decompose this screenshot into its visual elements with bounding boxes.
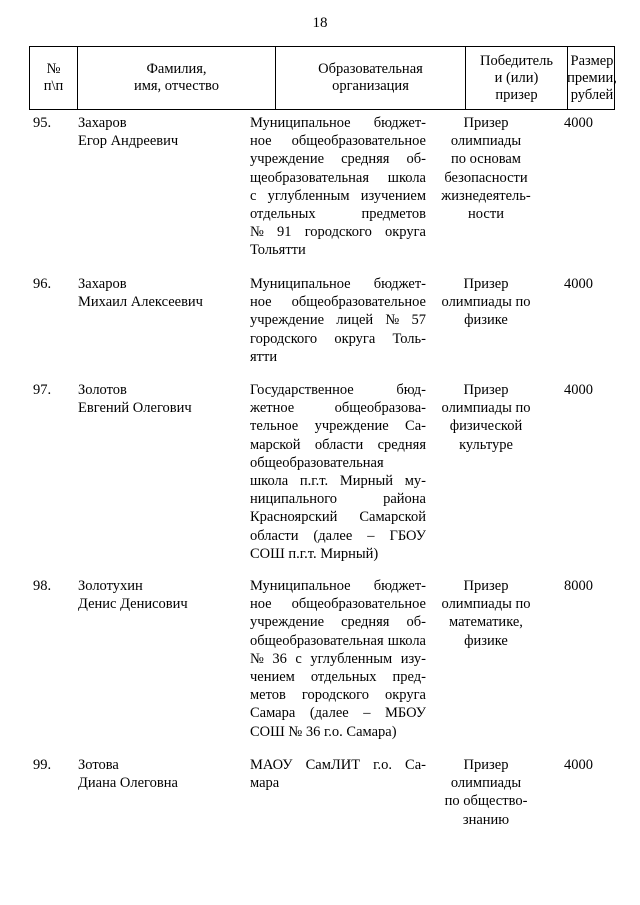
prize-line: по общество- xyxy=(444,793,528,810)
organization-line: марской области средняя xyxy=(250,436,426,453)
organization-line: отдельных предметов xyxy=(250,206,426,223)
organization-line: Красноярский Самарской xyxy=(250,509,426,526)
prize-amount: 4000 xyxy=(564,757,593,773)
organization-line: метов городского округа xyxy=(250,687,426,704)
row-number: 99. xyxy=(33,757,52,773)
header-org-line: организация xyxy=(332,78,409,94)
header-amount xyxy=(568,47,616,109)
prize-status xyxy=(432,381,540,454)
organization xyxy=(250,275,426,366)
header-amount-line: Размер xyxy=(570,52,614,69)
organization xyxy=(250,756,426,792)
organization-line: ное общеобразовательное xyxy=(250,596,426,613)
person-name xyxy=(78,381,248,417)
prize-amount: 4000 xyxy=(564,115,593,131)
header-name xyxy=(78,47,276,109)
prize-line: олимпиады по xyxy=(441,400,531,417)
person-name-line: Захаров xyxy=(78,115,127,131)
header-prize-line: и (или) xyxy=(494,69,539,86)
header-name-line: Фамилия, xyxy=(146,61,207,77)
organization xyxy=(250,577,426,741)
prize-line: знанию xyxy=(462,811,510,828)
header-amount-line: рублей xyxy=(570,86,614,103)
organization-line: МАОУ СамЛИТ г.о. Са- xyxy=(250,757,426,773)
organization-line: городского округа Толь- xyxy=(250,330,426,347)
organization-line: мара xyxy=(250,775,280,792)
organization-line: общеобразовательная школа xyxy=(250,632,426,649)
organization-line: жетное общеобразова- xyxy=(250,400,426,417)
prize-line: Призер xyxy=(463,115,509,131)
header-prize-line: Победитель xyxy=(480,52,553,69)
organization-line: СОШ № 36 г.о. Самара) xyxy=(250,723,397,740)
organization-line: общеобразовательная xyxy=(250,454,384,471)
prize-amount: 8000 xyxy=(564,578,593,594)
person-name xyxy=(78,577,248,613)
header-num xyxy=(30,47,78,109)
organization-line: Государственное бюд- xyxy=(250,382,426,398)
prize-status xyxy=(432,756,540,829)
prize-line: безопасности xyxy=(444,169,528,186)
organization xyxy=(250,381,426,563)
prize-line: олимпиады по xyxy=(441,596,531,613)
organization-line: школа п.г.т. Мирный му- xyxy=(250,473,426,490)
organization-line: области (далее – ГБОУ xyxy=(250,527,426,544)
prize-line: физике xyxy=(464,632,508,649)
organization-line: ниципального района xyxy=(250,491,426,508)
prize-line: Призер xyxy=(463,382,509,398)
prize-line: физике xyxy=(464,312,508,329)
prize-line: по основам xyxy=(451,151,521,168)
prize-amount: 4000 xyxy=(564,276,593,292)
prize-line: олимпиады xyxy=(450,775,522,792)
organization-line: Муниципальное бюджет- xyxy=(250,276,426,292)
organization-line: учреждение средняя об- xyxy=(250,151,426,168)
organization xyxy=(250,114,426,260)
header-prize xyxy=(466,47,568,109)
person-name-line: Золотов xyxy=(78,382,127,398)
person-name-line: Евгений Олегович xyxy=(78,400,192,417)
person-name xyxy=(78,114,248,150)
person-name-line: Захаров xyxy=(78,276,127,292)
prize-line: физической xyxy=(449,418,523,435)
table-header xyxy=(29,46,615,110)
prize-line: культуре xyxy=(459,436,513,453)
organization-line: № 91 городского округа xyxy=(250,224,426,241)
header-amount-line: премии, xyxy=(567,69,617,86)
organization-line: ное общеобразовательное xyxy=(250,294,426,311)
prize-line: математике, xyxy=(449,614,523,631)
prize-line: Призер xyxy=(463,757,509,773)
organization-line: ятти xyxy=(250,348,278,365)
prize-line: Призер xyxy=(463,276,509,292)
prize-status xyxy=(432,577,540,650)
organization-line: Муниципальное бюджет- xyxy=(250,578,426,594)
row-number: 98. xyxy=(33,578,52,594)
header-org xyxy=(276,47,466,109)
header-prize-line: призер xyxy=(495,86,538,103)
organization-line: Самара (далее – МБОУ xyxy=(250,705,426,722)
person-name xyxy=(78,756,248,792)
organization-line: щеобразовательная школа xyxy=(250,169,426,186)
prize-amount: 4000 xyxy=(564,382,593,398)
organization-line: тельное учреждение Са- xyxy=(250,418,426,435)
prize-line: жизнедеятель- xyxy=(441,187,531,204)
person-name-line: Денис Денисович xyxy=(78,596,188,613)
organization-line: Тольятти xyxy=(250,242,306,259)
prize-line: олимпиады по xyxy=(441,294,531,311)
person-name-line: Зотова xyxy=(78,757,119,773)
organization-line: СОШ п.г.т. Мирный) xyxy=(250,545,379,562)
prize-line: ности xyxy=(468,206,504,223)
page-number: 18 xyxy=(312,15,328,31)
organization-line: учреждение лицей № 57 xyxy=(250,312,426,329)
organization-line: ное общеобразовательное xyxy=(250,133,426,150)
person-name-line: Егор Андреевич xyxy=(78,133,179,150)
organization-line: с углубленным изучением xyxy=(250,187,426,204)
prize-status xyxy=(432,114,540,223)
header-org-line: Образовательная xyxy=(318,61,423,77)
prize-line: Призер xyxy=(463,578,509,594)
row-number: 95. xyxy=(33,115,52,131)
organization-line: чением отдельных пред- xyxy=(250,669,426,686)
person-name-line: Золотухин xyxy=(78,578,143,594)
row-number: 96. xyxy=(33,276,52,292)
prize-line: олимпиады xyxy=(450,133,522,150)
header-num-line: п\п xyxy=(43,78,64,94)
row-number: 97. xyxy=(33,382,52,398)
organization-line: № 36 с углубленным изу- xyxy=(250,650,426,667)
person-name-line: Диана Олеговна xyxy=(78,775,178,792)
header-name-line: имя, отчество xyxy=(133,78,220,94)
organization-line: учреждение средняя об- xyxy=(250,614,426,631)
person-name xyxy=(78,275,248,311)
prize-status xyxy=(432,275,540,330)
organization-line: Муниципальное бюджет- xyxy=(250,115,426,131)
person-name-line: Михаил Алексеевич xyxy=(78,294,203,311)
header-num-line: № xyxy=(46,61,61,77)
